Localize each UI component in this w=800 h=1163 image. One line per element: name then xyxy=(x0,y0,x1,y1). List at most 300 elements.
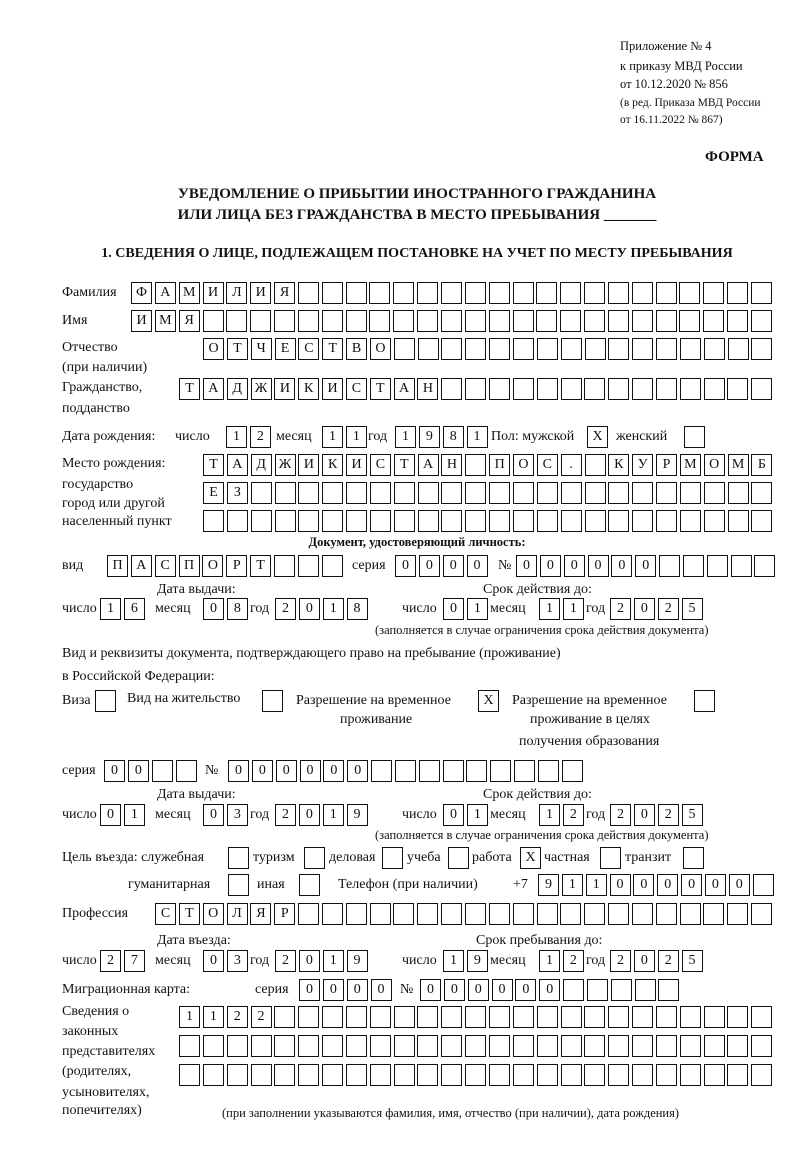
char-box[interactable] xyxy=(441,1006,462,1028)
char-box[interactable] xyxy=(489,338,510,360)
char-box[interactable] xyxy=(441,282,462,304)
char-box[interactable] xyxy=(322,510,343,532)
char-box[interactable] xyxy=(537,338,558,360)
char-box[interactable]: М xyxy=(728,454,749,476)
char-box[interactable]: Т xyxy=(322,338,343,360)
representatives-row-2[interactable] xyxy=(179,1035,772,1057)
char-box[interactable] xyxy=(393,903,414,925)
char-box[interactable] xyxy=(728,510,749,532)
char-box[interactable]: Я xyxy=(179,310,200,332)
char-box[interactable] xyxy=(370,482,391,504)
char-box[interactable]: 3 xyxy=(227,950,248,972)
char-box[interactable] xyxy=(465,378,486,400)
char-box[interactable] xyxy=(443,760,464,782)
char-box[interactable]: И xyxy=(298,454,319,476)
char-box[interactable] xyxy=(513,903,534,925)
char-box[interactable]: 2 xyxy=(610,950,631,972)
char-box[interactable] xyxy=(298,1006,319,1028)
char-box[interactable] xyxy=(537,903,558,925)
name-field[interactable] xyxy=(131,310,772,332)
char-box[interactable]: 1 xyxy=(322,426,343,448)
char-box[interactable]: 2 xyxy=(100,950,121,972)
char-box[interactable]: 2 xyxy=(275,950,296,972)
char-box[interactable] xyxy=(394,338,415,360)
doc-valid-year-field[interactable] xyxy=(610,598,703,620)
char-box[interactable] xyxy=(704,510,725,532)
char-box[interactable] xyxy=(608,510,629,532)
char-box[interactable] xyxy=(322,555,343,577)
char-box[interactable] xyxy=(679,310,700,332)
char-box[interactable]: 9 xyxy=(419,426,440,448)
char-box[interactable] xyxy=(632,310,653,332)
char-box[interactable] xyxy=(608,282,629,304)
checkbox-cell[interactable] xyxy=(694,690,715,712)
char-box[interactable]: 2 xyxy=(610,598,631,620)
char-box[interactable] xyxy=(561,378,582,400)
doc-issue-day-field[interactable] xyxy=(100,598,145,620)
char-box[interactable]: О xyxy=(203,903,224,925)
char-box[interactable]: 0 xyxy=(419,555,440,577)
char-box[interactable] xyxy=(635,979,656,1001)
char-box[interactable]: С xyxy=(298,338,319,360)
char-box[interactable]: Н xyxy=(417,378,438,400)
char-box[interactable] xyxy=(608,378,629,400)
char-box[interactable] xyxy=(514,760,535,782)
char-box[interactable] xyxy=(584,1006,605,1028)
char-box[interactable] xyxy=(562,760,583,782)
char-box[interactable]: 1 xyxy=(203,1006,224,1028)
char-box[interactable] xyxy=(490,760,511,782)
temp-residence-checkbox[interactable] xyxy=(478,690,499,712)
char-box[interactable]: 0 xyxy=(252,760,273,782)
char-box[interactable] xyxy=(274,310,295,332)
char-box[interactable] xyxy=(751,1006,772,1028)
char-box[interactable] xyxy=(394,510,415,532)
stay-doc-issue-day-field[interactable] xyxy=(100,804,145,826)
char-box[interactable] xyxy=(751,282,772,304)
char-box[interactable] xyxy=(465,338,486,360)
char-box[interactable] xyxy=(585,510,606,532)
char-box[interactable] xyxy=(418,338,439,360)
visa-checkbox[interactable] xyxy=(95,690,116,712)
char-box[interactable] xyxy=(179,1064,200,1086)
char-box[interactable] xyxy=(227,1064,248,1086)
char-box[interactable]: 0 xyxy=(610,874,631,896)
char-box[interactable]: К xyxy=(322,454,343,476)
char-box[interactable] xyxy=(251,1064,272,1086)
purpose-humanitarian-checkbox[interactable] xyxy=(228,874,249,896)
char-box[interactable]: 7 xyxy=(124,950,145,972)
char-box[interactable] xyxy=(441,338,462,360)
char-box[interactable]: 0 xyxy=(681,874,702,896)
char-box[interactable] xyxy=(608,1035,629,1057)
char-box[interactable] xyxy=(584,310,605,332)
stay-year-field[interactable] xyxy=(610,950,703,972)
representatives-row-3[interactable] xyxy=(179,1064,772,1086)
char-box[interactable] xyxy=(727,1064,748,1086)
char-box[interactable] xyxy=(656,310,677,332)
doc-valid-day-field[interactable] xyxy=(443,598,488,620)
char-box[interactable] xyxy=(656,282,677,304)
char-box[interactable] xyxy=(704,1035,725,1057)
char-box[interactable] xyxy=(513,310,534,332)
stay-day-field[interactable] xyxy=(443,950,488,972)
char-box[interactable]: 0 xyxy=(633,874,654,896)
char-box[interactable] xyxy=(418,482,439,504)
char-box[interactable] xyxy=(584,378,605,400)
char-box[interactable] xyxy=(536,282,557,304)
char-box[interactable]: Д xyxy=(251,454,272,476)
char-box[interactable]: 1 xyxy=(467,426,488,448)
char-box[interactable] xyxy=(513,1006,534,1028)
char-box[interactable]: А xyxy=(394,378,415,400)
char-box[interactable]: И xyxy=(274,378,295,400)
char-box[interactable] xyxy=(465,454,486,476)
char-box[interactable] xyxy=(394,482,415,504)
char-box[interactable] xyxy=(632,510,653,532)
char-box[interactable]: О xyxy=(513,454,534,476)
char-box[interactable] xyxy=(346,1035,367,1057)
char-box[interactable] xyxy=(417,1064,438,1086)
char-box[interactable]: 5 xyxy=(682,950,703,972)
char-box[interactable] xyxy=(513,338,534,360)
char-box[interactable] xyxy=(656,378,677,400)
char-box[interactable]: 0 xyxy=(443,555,464,577)
char-box[interactable]: П xyxy=(179,555,200,577)
char-box[interactable]: В xyxy=(346,338,367,360)
char-box[interactable]: С xyxy=(155,555,176,577)
purpose-tourism-checkbox[interactable] xyxy=(304,847,325,869)
char-box[interactable]: С xyxy=(155,903,176,925)
char-box[interactable] xyxy=(513,282,534,304)
char-box[interactable]: 0 xyxy=(203,804,224,826)
char-box[interactable]: 0 xyxy=(634,598,655,620)
checkbox-cell[interactable] xyxy=(600,847,621,869)
char-box[interactable] xyxy=(346,282,367,304)
char-box[interactable]: 0 xyxy=(395,555,416,577)
char-box[interactable]: Р xyxy=(274,903,295,925)
char-box[interactable]: Б xyxy=(751,454,772,476)
char-box[interactable] xyxy=(680,510,701,532)
char-box[interactable] xyxy=(560,903,581,925)
char-box[interactable] xyxy=(417,1035,438,1057)
char-box[interactable] xyxy=(322,1035,343,1057)
char-box[interactable]: 2 xyxy=(251,1006,272,1028)
char-box[interactable]: 0 xyxy=(657,874,678,896)
char-box[interactable] xyxy=(683,555,704,577)
char-box[interactable] xyxy=(393,310,414,332)
char-box[interactable] xyxy=(659,555,680,577)
char-box[interactable]: А xyxy=(131,555,152,577)
checkbox-cell[interactable] xyxy=(683,847,704,869)
char-box[interactable] xyxy=(203,1035,224,1057)
char-box[interactable] xyxy=(561,1035,582,1057)
char-box[interactable]: У xyxy=(632,454,653,476)
char-box[interactable]: И xyxy=(250,282,271,304)
char-box[interactable] xyxy=(703,282,724,304)
char-box[interactable]: 2 xyxy=(227,1006,248,1028)
char-box[interactable] xyxy=(251,1035,272,1057)
char-box[interactable]: 0 xyxy=(634,804,655,826)
char-box[interactable] xyxy=(298,310,319,332)
char-box[interactable]: 0 xyxy=(299,979,320,1001)
char-box[interactable] xyxy=(489,482,510,504)
char-box[interactable]: 0 xyxy=(104,760,125,782)
char-box[interactable] xyxy=(703,903,724,925)
char-box[interactable]: 0 xyxy=(443,804,464,826)
char-box[interactable]: 1 xyxy=(562,874,583,896)
char-box[interactable]: 1 xyxy=(124,804,145,826)
char-box[interactable]: Л xyxy=(226,282,247,304)
char-box[interactable] xyxy=(560,282,581,304)
char-box[interactable] xyxy=(537,482,558,504)
char-box[interactable] xyxy=(584,1064,605,1086)
char-box[interactable] xyxy=(489,378,510,400)
char-box[interactable] xyxy=(632,1064,653,1086)
char-box[interactable] xyxy=(203,510,224,532)
char-box[interactable] xyxy=(704,1064,725,1086)
char-box[interactable]: 2 xyxy=(275,598,296,620)
char-box[interactable] xyxy=(441,310,462,332)
char-box[interactable] xyxy=(658,979,679,1001)
char-box[interactable]: Л xyxy=(227,903,248,925)
char-box[interactable]: О xyxy=(202,555,223,577)
char-box[interactable]: Я xyxy=(250,903,271,925)
doc-valid-month-field[interactable] xyxy=(539,598,584,620)
char-box[interactable]: С xyxy=(537,454,558,476)
char-box[interactable]: И xyxy=(131,310,152,332)
char-box[interactable]: 2 xyxy=(610,804,631,826)
char-box[interactable] xyxy=(656,338,677,360)
checkbox-cell[interactable] xyxy=(228,847,249,869)
char-box[interactable] xyxy=(656,903,677,925)
char-box[interactable]: 0 xyxy=(203,950,224,972)
checkbox-cell[interactable] xyxy=(262,690,283,712)
char-box[interactable] xyxy=(751,310,772,332)
checkbox-cell[interactable] xyxy=(228,874,249,896)
migration-card-number-field[interactable] xyxy=(420,979,679,1001)
char-box[interactable] xyxy=(465,510,486,532)
char-box[interactable] xyxy=(537,1064,558,1086)
char-box[interactable]: 1 xyxy=(323,598,344,620)
char-box[interactable] xyxy=(441,1064,462,1086)
char-box[interactable] xyxy=(395,760,416,782)
char-box[interactable]: 2 xyxy=(275,804,296,826)
doc-type-field[interactable] xyxy=(107,555,343,577)
char-box[interactable] xyxy=(441,903,462,925)
char-box[interactable] xyxy=(751,1035,772,1057)
char-box[interactable] xyxy=(203,310,224,332)
char-box[interactable] xyxy=(656,510,677,532)
char-box[interactable]: 0 xyxy=(323,979,344,1001)
stay-month-field[interactable] xyxy=(539,950,584,972)
char-box[interactable] xyxy=(536,310,557,332)
char-box[interactable] xyxy=(680,482,701,504)
char-box[interactable] xyxy=(608,338,629,360)
birth-month-field[interactable] xyxy=(322,426,367,448)
char-box[interactable] xyxy=(751,338,772,360)
char-box[interactable] xyxy=(584,1035,605,1057)
char-box[interactable]: Ж xyxy=(275,454,296,476)
char-box[interactable]: 0 xyxy=(540,555,561,577)
char-box[interactable] xyxy=(632,282,653,304)
char-box[interactable] xyxy=(417,1006,438,1028)
char-box[interactable]: И xyxy=(322,378,343,400)
char-box[interactable]: П xyxy=(489,454,510,476)
char-box[interactable]: . xyxy=(561,454,582,476)
char-box[interactable] xyxy=(322,310,343,332)
char-box[interactable]: 0 xyxy=(420,979,441,1001)
char-box[interactable] xyxy=(561,338,582,360)
char-box[interactable]: 0 xyxy=(611,555,632,577)
char-box[interactable] xyxy=(727,378,748,400)
char-box[interactable]: 0 xyxy=(299,950,320,972)
char-box[interactable] xyxy=(370,1035,391,1057)
char-box[interactable] xyxy=(227,510,248,532)
char-box[interactable] xyxy=(419,760,440,782)
char-box[interactable] xyxy=(537,378,558,400)
char-box[interactable] xyxy=(656,482,677,504)
char-box[interactable] xyxy=(680,903,701,925)
char-box[interactable] xyxy=(608,482,629,504)
char-box[interactable] xyxy=(608,903,629,925)
char-box[interactable]: К xyxy=(298,378,319,400)
checkbox-cell[interactable] xyxy=(95,690,116,712)
char-box[interactable]: А xyxy=(227,454,248,476)
char-box[interactable] xyxy=(680,378,701,400)
char-box[interactable] xyxy=(513,1035,534,1057)
char-box[interactable]: 0 xyxy=(634,950,655,972)
stay-doc-issue-month-field[interactable] xyxy=(203,804,248,826)
char-box[interactable] xyxy=(394,1064,415,1086)
char-box[interactable] xyxy=(751,903,772,925)
citizenship-field[interactable] xyxy=(179,378,772,400)
char-box[interactable] xyxy=(538,760,559,782)
char-box[interactable] xyxy=(561,510,582,532)
sex-male-checkbox[interactable] xyxy=(587,426,608,448)
char-box[interactable]: 6 xyxy=(124,598,145,620)
char-box[interactable]: 0 xyxy=(300,760,321,782)
char-box[interactable] xyxy=(727,310,748,332)
char-box[interactable]: 0 xyxy=(299,598,320,620)
char-box[interactable] xyxy=(704,378,725,400)
char-box[interactable]: 0 xyxy=(467,555,488,577)
char-box[interactable] xyxy=(227,1035,248,1057)
migration-card-series-field[interactable] xyxy=(299,979,392,1001)
char-box[interactable] xyxy=(489,310,510,332)
char-box[interactable] xyxy=(465,1006,486,1028)
purpose-work-checkbox[interactable] xyxy=(520,847,541,869)
char-box[interactable] xyxy=(585,338,606,360)
stay-doc-valid-year-field[interactable] xyxy=(610,804,703,826)
char-box[interactable] xyxy=(274,1035,295,1057)
char-box[interactable]: 0 xyxy=(299,804,320,826)
char-box[interactable]: 2 xyxy=(658,598,679,620)
char-box[interactable]: 2 xyxy=(563,804,584,826)
char-box[interactable] xyxy=(489,1064,510,1086)
char-box[interactable]: 2 xyxy=(658,804,679,826)
char-box[interactable] xyxy=(298,1064,319,1086)
char-box[interactable]: Р xyxy=(656,454,677,476)
char-box[interactable] xyxy=(584,282,605,304)
char-box[interactable]: С xyxy=(370,454,391,476)
char-box[interactable]: 1 xyxy=(395,426,416,448)
char-box[interactable]: 0 xyxy=(203,598,224,620)
char-box[interactable] xyxy=(563,979,584,1001)
char-box[interactable] xyxy=(513,482,534,504)
char-box[interactable]: М xyxy=(155,310,176,332)
char-box[interactable] xyxy=(176,760,197,782)
char-box[interactable]: 0 xyxy=(100,804,121,826)
char-box[interactable] xyxy=(465,1064,486,1086)
char-box[interactable] xyxy=(465,1035,486,1057)
char-box[interactable]: 9 xyxy=(347,804,368,826)
char-box[interactable] xyxy=(441,1035,462,1057)
char-box[interactable]: 3 xyxy=(227,804,248,826)
char-box[interactable] xyxy=(275,482,296,504)
char-box[interactable]: М xyxy=(680,454,701,476)
purpose-business-checkbox[interactable] xyxy=(382,847,403,869)
char-box[interactable]: 0 xyxy=(515,979,536,1001)
char-box[interactable] xyxy=(346,482,367,504)
char-box[interactable]: Т xyxy=(227,338,248,360)
char-box[interactable] xyxy=(632,482,653,504)
char-box[interactable] xyxy=(465,282,486,304)
char-box[interactable] xyxy=(441,510,462,532)
char-box[interactable] xyxy=(751,1064,772,1086)
entry-month-field[interactable] xyxy=(203,950,248,972)
char-box[interactable] xyxy=(680,338,701,360)
char-box[interactable] xyxy=(251,510,272,532)
char-box[interactable] xyxy=(489,510,510,532)
char-box[interactable] xyxy=(587,979,608,1001)
char-box[interactable] xyxy=(703,310,724,332)
stay-doc-issue-year-field[interactable] xyxy=(275,804,368,826)
char-box[interactable]: 0 xyxy=(128,760,149,782)
char-box[interactable] xyxy=(465,482,486,504)
char-box[interactable] xyxy=(489,282,510,304)
char-box[interactable]: Р xyxy=(226,555,247,577)
char-box[interactable]: О xyxy=(203,338,224,360)
char-box[interactable]: 0 xyxy=(635,555,656,577)
char-box[interactable]: И xyxy=(346,454,367,476)
char-box[interactable]: 0 xyxy=(729,874,750,896)
birth-place-row-2[interactable] xyxy=(203,482,772,504)
char-box[interactable]: 0 xyxy=(539,979,560,1001)
char-box[interactable]: 0 xyxy=(371,979,392,1001)
char-box[interactable] xyxy=(584,903,605,925)
birth-day-field[interactable] xyxy=(226,426,271,448)
char-box[interactable] xyxy=(632,1006,653,1028)
char-box[interactable] xyxy=(753,874,774,896)
checkbox-cell[interactable]: X xyxy=(587,426,608,448)
char-box[interactable]: З xyxy=(227,482,248,504)
char-box[interactable]: 1 xyxy=(539,950,560,972)
surname-field[interactable] xyxy=(131,282,772,304)
entry-year-field[interactable] xyxy=(275,950,368,972)
char-box[interactable]: 9 xyxy=(538,874,559,896)
char-box[interactable]: Т xyxy=(250,555,271,577)
char-box[interactable]: 0 xyxy=(705,874,726,896)
char-box[interactable]: 1 xyxy=(443,950,464,972)
char-box[interactable] xyxy=(656,1064,677,1086)
char-box[interactable]: О xyxy=(370,338,391,360)
char-box[interactable]: 9 xyxy=(347,950,368,972)
char-box[interactable] xyxy=(394,1006,415,1028)
char-box[interactable] xyxy=(274,555,295,577)
char-box[interactable] xyxy=(370,1006,391,1028)
char-box[interactable] xyxy=(608,310,629,332)
